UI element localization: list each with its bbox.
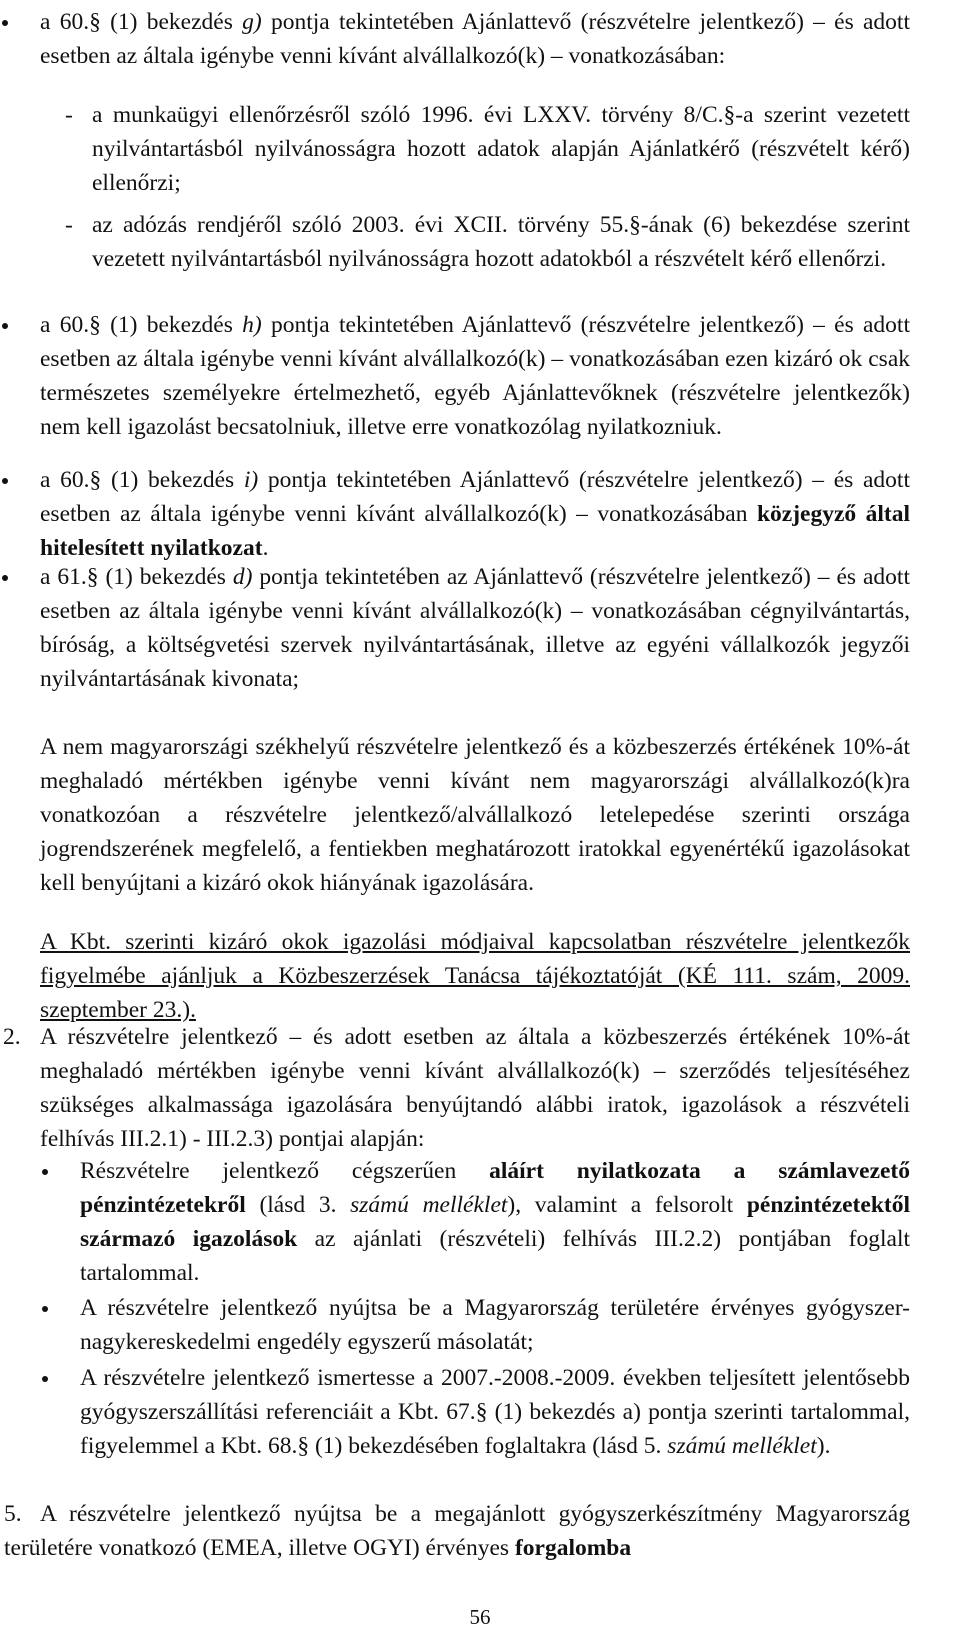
text: a 60. — [40, 467, 90, 493]
section-sign: § — [86, 564, 99, 590]
text: (1) bekezdés a) pontja szerinti tartalommal, figyelemmel a Kbt. 68. — [80, 1399, 910, 1459]
section-number: 5. — [4, 1501, 22, 1527]
bold-text: forgalomba — [514, 1535, 632, 1561]
text: A részvételre jelentkező nyújtsa be a Magyarország területére érvényes gyógyszer-nagykereskedelmi engedély egyszerű másolatát; — [80, 1295, 910, 1355]
text: -ának (6) bekezdése szerint vezetett nyilvántartásból nyilvánosságra hozott adatokból a részvételt kérő ellenőrzi. — [92, 212, 910, 272]
text: Részvételre jelentkező cégszerűen — [80, 1158, 490, 1184]
section-sign: § — [89, 467, 102, 493]
section-sign: § — [89, 9, 101, 35]
text: (lásd 3. — [245, 1192, 351, 1218]
text: . — [262, 535, 269, 561]
text: az adózás rendjéről szóló 2003. évi XCII. törvény 55. — [92, 212, 630, 238]
italic-text: számú melléklet — [667, 1433, 817, 1459]
text: pontja tekintetében Ajánlattevő (részvételre jelentkező) – és adott esetben az általa igénybe venni kívánt alvállalkozó(k) – vonatkozásában ezen kizáró ok csak természetes személyekre értelmezhető, egyéb Ajánlattevőknek (részvételre jelentkezők) nem kell igazolást becsatolniuk, illetve erre vonatkozólag nyilatkozniuk. — [40, 312, 910, 440]
italic-text: számú melléklet — [350, 1192, 508, 1218]
text: A részvételre jelentkező ismertesse a 2007.-2008.-2009. években teljesített jelentősebb gyógyszerszállítási referenciáit a Kbt. 67. — [80, 1365, 910, 1425]
italic-text: h) — [242, 312, 262, 338]
list-item — [40, 463, 910, 565]
text: (1) bekezdés — [100, 312, 243, 338]
list-item — [80, 1361, 910, 1463]
bullet-icon — [42, 1154, 52, 1188]
list-item — [40, 5, 910, 73]
italic-text: g) — [242, 9, 262, 35]
bullet-icon — [42, 1361, 52, 1395]
italic-text: i) — [243, 467, 259, 493]
bullet-icon — [42, 1291, 52, 1325]
text: pontja tekintetében az Ajánlattevő (részvételre jelentkező) – és adott esetben az általa igénybe venni kívánt alvállalkozó(k) – vonatkozásában cégnyilvántartás, bíróság, a költségvetési szervek nyilvántartásának, illetve az egyéni vállalkozók jegyzői nyilvántartásának kivonata; — [40, 564, 910, 692]
paragraph-kbt-note: A Kbt. szerinti kizáró okok igazolási módjaival kapcsolatban részvételre jelentkezők figyelmébe ajánljuk a Közbeszerzések Tanácsa tájékoztatóját (KÉ 111. szám, 2009. szeptember 23.). — [40, 929, 910, 1023]
list-item — [65, 208, 910, 276]
bullet-icon — [2, 308, 12, 342]
bullet-icon — [2, 5, 12, 39]
list-item — [80, 1291, 910, 1359]
text: pontja tekintetében Ajánlattevő (részvételre jelentkező) – és adott esetben az általa igénybe venni kívánt alvállalkozó(k) – vonatkozásában — [40, 467, 910, 527]
text: -a szerint vezetett nyilvántartásból nyilvánosságra hozott adatok alapján Ajánlatkérő (részvételt kérő) ellenőrzi; — [92, 102, 910, 196]
text: ), valamint a felsorolt — [507, 1192, 747, 1218]
text: a 60. — [40, 312, 90, 338]
bold-text: aláírt nyilatkozata a számlavezető pénzintézetekről — [80, 1158, 910, 1218]
paragraph-foreign: A nem magyarországi székhelyű részvételre jelentkező és a közbeszerzés értékének 10%-át meghaladó mértékben igénybe venni kívánt nem magyarországi alvállalkozó(k)ra vonatkozóan a részvételre jelentkező/alvállalkozó letelepedése szerinti országa jogrendszerének megfelelő, a fentiekben meghatározott iratokkal egyenértékű igazolásokat kell benyújtani a kizáró okok hiányának igazolására. — [40, 734, 910, 896]
bullet-icon — [2, 463, 12, 497]
bullet-icon — [2, 560, 12, 594]
section-2 — [3, 1020, 910, 1156]
text: (1) bekezdés — [98, 564, 233, 590]
bold-text: közjegyző által hitelesített nyilatkozat — [40, 501, 911, 561]
text: A részvételre jelentkező – és adott esetben az általa a közbeszerzés értékének 10%-át meghaladó mértékben igénybe venni kívánt alvállalkozó(k) – szerződés teljesítéséhez szükséges alkalmassága igazolására benyújtandó alábbi iratok, igazolások a részvételi felhívás III.2.1) - III.2.3) pontjai alapján: — [40, 1024, 910, 1152]
text: A részvételre jelentkező nyújtsa be a megajánlott gyógyszerkészítmény Magyarország területére vonatkozó (EMEA, illetve OGYI) érvényes — [4, 1501, 910, 1561]
list-item — [65, 98, 910, 200]
page-number: 56 — [469, 1605, 491, 1629]
section-number: 2. — [3, 1024, 21, 1050]
text: ). — [816, 1433, 831, 1459]
bold-text: pénzintézetektől származó igazolások — [80, 1192, 910, 1252]
list-item — [40, 308, 910, 444]
text: a 61. — [40, 564, 87, 590]
dash-marker: - — [65, 212, 73, 238]
section-sign: § — [297, 1433, 310, 1459]
text: pontja tekintetében Ajánlattevő (részvételre jelentkező) – és adott esetben az általa igénybe venni kívánt alvállalkozó(k) – vonatkozásában: — [40, 9, 910, 69]
section-5 — [4, 1497, 910, 1565]
list-item — [40, 560, 910, 696]
section-sign: § — [89, 312, 101, 338]
section-sign: § — [475, 1399, 488, 1425]
list-item — [80, 1154, 910, 1290]
text: (1) bekezdés — [101, 467, 244, 493]
text: a 60. — [40, 9, 90, 35]
dash-marker: - — [65, 102, 73, 128]
section-sign: § — [629, 212, 641, 238]
section-sign: § — [723, 102, 736, 128]
text: (1) bekezdésében foglaltakra (lásd 5. — [309, 1433, 668, 1459]
text: (1) bekezdés — [100, 9, 243, 35]
italic-text: d) — [232, 564, 253, 590]
text: a munkaügyi ellenőrzésről szóló 1996. évi LXXV. törvény 8/C. — [92, 102, 724, 128]
text: az ajánlati (részvételi) felhívás III.2.2) pontjában foglalt tartalommal. — [80, 1226, 910, 1286]
